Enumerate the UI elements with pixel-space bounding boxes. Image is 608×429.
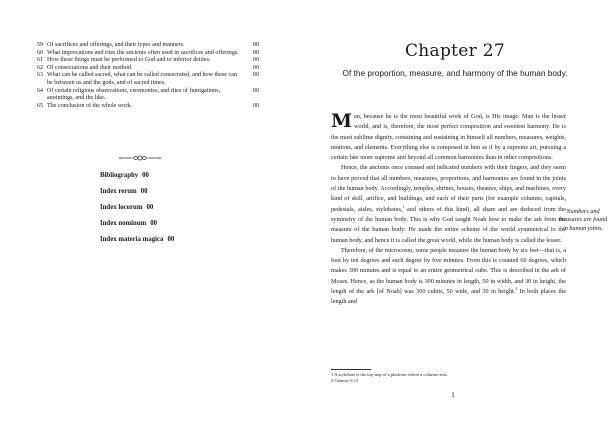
index-list [100,172,220,252]
contents-entry: 60 What imprecations and rites the ancients often used in sacrifices and offerings. 00 [37,49,259,56]
footnotes [331,372,566,385]
contents-entry: 64 Of certain religious observations, ceremonies, and rites of fumigations, anointings, and the like. 00 [37,87,259,102]
contents-entry: 63 What can be called sacred, what can be called consecrated, and how these can be between us and the gods, and of sacred times. 00 [37,72,259,86]
contents-entry: 62 Of consecrations and their method. 00 [37,64,259,71]
ornament-divider-icon [118,154,162,162]
index-entry: Index locorum 00 [100,204,154,211]
contents-entry: 59 Of sacrifices and offerings, and their types and manners. 00 [37,42,259,48]
paragraph: Therefore, of the microcosm, some people measure the human body by six feet—that is, a foot by ten degrees and each degree by five minutes. From this is counted 60 degrees, which makes 300 minutes and is equal to an entire geometrical cube. This is described in the ark of Moses. Hence, as the human body is 300 minutes in length, 50 in width, and 30 in height, the length of the ark [of Noah] was 300 cubits, 50 wide, and 30 in height.$^2$ In both places the length and [331,246,566,306]
contents-entry: 61 How these things must be performed to God and to inferior deities. 00 [37,57,259,64]
footnote-ref[interactable]: 2 [515,285,518,291]
chapter-subtitle: Of the proportion, measure, and harmony of the human body. [342,68,568,78]
index-entry: Index materia magica 00 [100,236,175,243]
chapter-body [331,112,566,308]
contents-entry: 65 The conclusion of the whole work. 00 [37,102,259,109]
contents-list [37,42,259,110]
index-entry: Bibliography 00 [100,172,149,179]
page-number: 1 [451,391,455,399]
index-entry: Index nominum 00 [100,220,158,227]
footnote-ref[interactable]: 1 [402,203,405,209]
right-page [300,0,608,429]
drop-cap: M [331,110,353,132]
paragraph: Hence, the ancients once counted and indicated numbers with their fingers, and they seem to have proved that all numbers, measures, proportions, and harmonies are found in the joints of the human body. Accordingly, temples, shrines, houses, theatres, ships, and machines, every kind of skill, artifice, and buildings, and each of their parts (for example columns, capitals, pedestals, aisles, stylobates,$^1$ and others of this kind), all share and are deduced from the symmetry of the human body. This is why God taught Noah how to make the ark from the measure of the human body: He made the entire scheme of the world symmetrical to the human body, and hence it is called the great world, while the human body is called the lesser. [331,164,566,244]
footnote: 2 Genesis 6:15. [331,378,360,384]
left-page [0,0,300,429]
footnote-rule [331,369,371,370]
footnote: 1 A stylobate is the top step of a platform where a column rests. [331,372,448,377]
chapter-title: Chapter 27 [404,41,506,61]
margin-note: Numbers and measures are found in human joints. [558,208,608,232]
paragraph: Man, because he is the most beautiful work of God, is His image. Man is the lesser world, and is, therefore, the most perfect composition and sweetest harmony. He is the most sublime dignity, containing and sustaining in himself all numbers, measures, weights, motions, and elements. Everything else is composed in him as if by a supreme art, pursuing a certain fate more supreme and beyond all common harmonies than in other compositions. [331,110,566,162]
index-entry: Index rerum 00 [100,188,148,195]
